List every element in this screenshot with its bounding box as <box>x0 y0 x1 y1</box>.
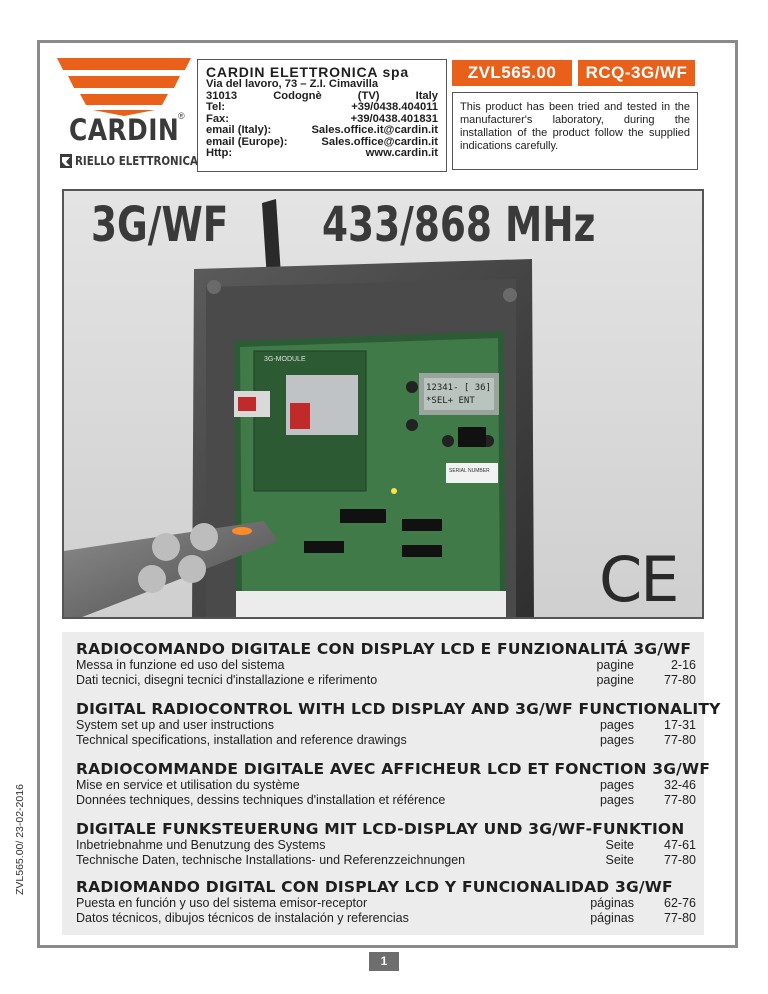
riello-icon <box>60 154 72 168</box>
pages-word: pages <box>599 778 634 792</box>
index-text: Messa in funzione ed uso del sistema <box>76 658 285 672</box>
product-note: This product has been tried and tested in the manufacturer's laboratory, during the installation of the product follow the supplied indications carefully. <box>452 92 698 170</box>
ce-mark-icon: CE <box>599 543 678 616</box>
language-section-de <box>76 820 696 868</box>
contact-label: Http: <box>206 147 233 159</box>
contact-value: Sales.office@cardin.it <box>321 135 438 148</box>
language-index <box>62 632 721 935</box>
contact-http <box>206 148 438 160</box>
page-range: 17-31 <box>664 718 696 732</box>
index-line <box>76 673 696 688</box>
pages-word: pagine <box>596 658 634 672</box>
postal-city: Codognè <box>273 89 322 102</box>
pages-word: páginas <box>590 911 634 925</box>
logo-wordmark: CARDIN <box>68 113 180 147</box>
contact-value: www.cardin.it <box>365 147 438 159</box>
section-title: RADIOMANDO DIGITAL CON DISPLAY LCD Y FUNCIONALIDAD 3G/WF <box>76 878 673 896</box>
page-range: 62-76 <box>664 896 696 910</box>
index-text: Données techniques, dessins techniques d'installation et référence <box>76 793 446 807</box>
lcd-line-2: *SEL+ ENT <box>426 396 475 406</box>
model-badge: RCQ-3G/WF <box>578 60 695 86</box>
company-info-box <box>197 59 447 172</box>
document-code: ZVL565.00/ 23-02-2016 <box>14 784 26 895</box>
contact-label: email (Europe): <box>206 135 288 148</box>
index-text: Puesta en función y uso del sistema emisor-receptor <box>76 896 368 910</box>
index-text: Inbetriebnahme und Benutzung des Systems <box>76 838 326 852</box>
pages-word: Seite <box>605 838 634 852</box>
logo-subtitle: RIELLO ELETTRONICA <box>75 153 198 168</box>
index-line <box>76 658 696 673</box>
index-line <box>76 718 696 733</box>
module-label: 3G-MODULE <box>264 356 306 363</box>
company-address: Via del lavoro, 73 – Z.I. Cimavilla <box>206 78 379 90</box>
section-title: RADIOCOMANDO DIGITALE CON DISPLAY LCD E FUNZIONALITÁ 3G/WF <box>76 640 692 658</box>
index-line <box>76 733 696 748</box>
index-text: Mise en service et utilisation du système <box>76 778 300 792</box>
pages-word: Seite <box>605 853 634 867</box>
product-badges <box>452 60 695 86</box>
contact-tel <box>206 102 438 114</box>
company-name: CARDIN ELETTRONICA spa <box>206 64 409 80</box>
contact-label: Tel: <box>206 101 226 113</box>
section-title: DIGITAL RADIOCONTROL WITH LCD DISPLAY AND 3G/WF FUNCTIONALITY <box>76 700 721 718</box>
contact-label: email (Italy): <box>206 124 272 136</box>
page-range: 77-80 <box>664 733 696 747</box>
page-range: 77-80 <box>664 673 696 687</box>
cardin-logo <box>57 58 198 178</box>
page-range: 32-46 <box>664 778 696 792</box>
registered-mark: ® <box>178 111 185 121</box>
postal-province: (TV) <box>357 89 380 102</box>
index-text: System set up and user instructions <box>76 718 275 732</box>
contact-value: +39/0438.401831 <box>350 112 438 125</box>
index-line <box>76 896 696 911</box>
photo-title-left: 3G/WF <box>91 197 229 253</box>
postal-code: 31013 <box>206 89 238 102</box>
index-text: Technical specifications, installation and reference drawings <box>76 733 407 747</box>
pages-word: pages <box>599 718 634 732</box>
language-section-en <box>76 700 721 748</box>
index-line <box>76 911 696 926</box>
contact-value: +39/0438.404011 <box>351 101 438 113</box>
index-line <box>76 853 696 868</box>
contact-value: Sales.office.it@cardin.it <box>311 124 438 136</box>
page-range: 77-80 <box>664 853 696 867</box>
pages-word: pagine <box>596 673 634 687</box>
index-line <box>76 778 696 793</box>
page-range: 2-16 <box>670 658 696 672</box>
logo-stripes <box>57 58 191 116</box>
pages-word: pages <box>599 733 634 747</box>
index-text: Datos técnicos, dibujos técnicos de instalación y referencias <box>76 911 409 925</box>
section-title: DIGITALE FUNKSTEUERUNG MIT LCD-DISPLAY UND 3G/WF-FUNKTION <box>76 820 685 838</box>
language-section-fr <box>76 760 711 808</box>
index-line <box>76 793 696 808</box>
product-photo <box>62 189 704 619</box>
pages-word: páginas <box>590 896 634 910</box>
page-range: 77-80 <box>664 911 696 925</box>
index-text: Dati tecnici, disegni tecnici d'installazione e riferimento <box>76 673 378 687</box>
photo-title-right: 433/868 MHz <box>322 197 596 253</box>
lcd-line-1: 12341- [ 36] <box>426 383 492 393</box>
page-range: 77-80 <box>664 793 696 807</box>
index-line <box>76 838 696 853</box>
section-title: RADIOCOMMANDE DIGITALE AVEC AFFICHEUR LCD ET FONCTION 3G/WF <box>76 760 711 778</box>
postal-country: Italy <box>415 89 438 102</box>
language-section-it <box>76 640 696 688</box>
product-code-badge: ZVL565.00 <box>452 60 572 86</box>
page-range: 47-61 <box>664 838 696 852</box>
serial-label: SERIAL NUMBER <box>449 468 490 474</box>
page-number: 1 <box>369 952 399 971</box>
contact-label: Fax: <box>206 112 230 125</box>
language-section-es <box>76 878 696 926</box>
index-text: Technische Daten, technische Installations- und Referenzzeichnungen <box>76 853 466 867</box>
contact-email-italy <box>206 125 438 137</box>
pages-word: pages <box>599 793 634 807</box>
